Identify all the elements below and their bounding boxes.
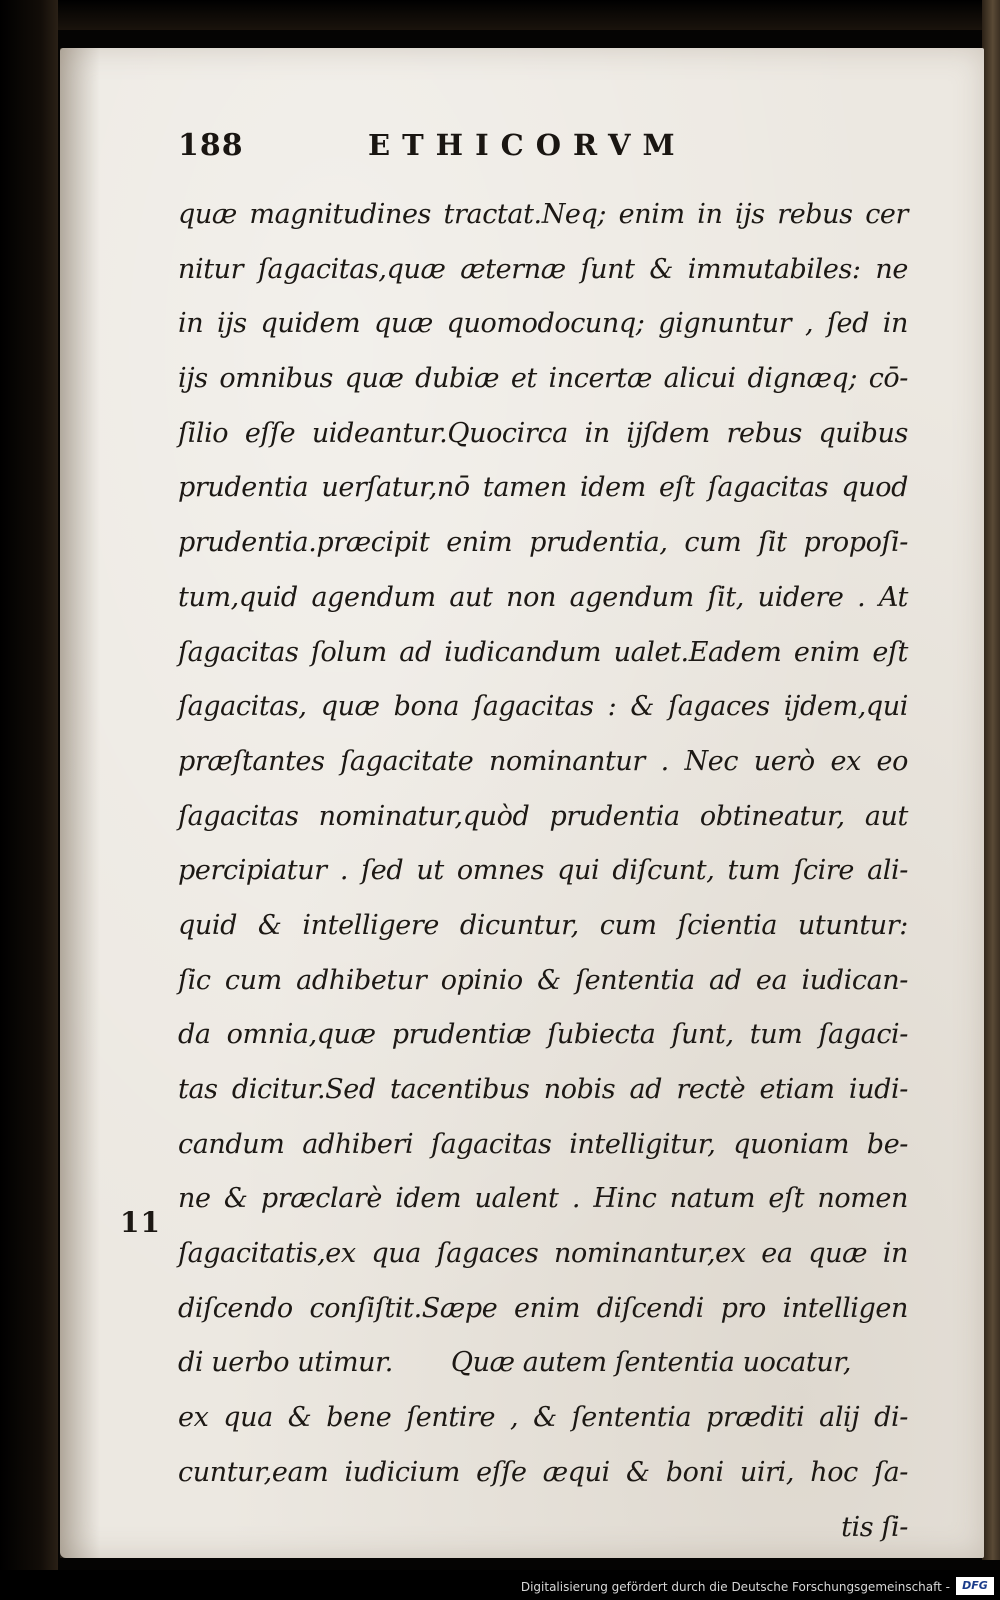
scan-top-edge bbox=[0, 0, 1000, 30]
text-line: in ijs quidem quæ quomodocunq; gignuntur , ſed in bbox=[178, 308, 908, 340]
text-line: tas dicitur.Sed tacentibus nobis ad rectè etiam iudi- bbox=[178, 1074, 908, 1105]
text-line: quid & intelligere dicuntur, cum ſcientia utuntur: bbox=[178, 909, 908, 941]
text-segment: di uerbo utimur. bbox=[178, 1347, 393, 1379]
running-title: ETHICORVM bbox=[368, 128, 687, 162]
text-line: candum adhiberi ſagacitas intelligitur, quoniam be- bbox=[178, 1128, 908, 1160]
book-edge-right bbox=[982, 0, 1000, 1560]
text-line: præſtantes ſagacitate nominantur . Nec uerò ex eo bbox=[178, 745, 908, 777]
page-number: 188 bbox=[178, 128, 244, 163]
text-line: quæ magnitudines tractat.Neq; enim in ijs rebus cer bbox=[178, 199, 908, 230]
text-line: ne & præclarè idem ualent . Hinc natum eſt nomen bbox=[178, 1183, 908, 1215]
text-segment: Quæ autem ſententia uocatur, bbox=[450, 1347, 852, 1379]
text-line: cuntur,eam iudicium eſſe æqui & boni uiri, hoc ſa- bbox=[178, 1456, 908, 1488]
page-header bbox=[178, 128, 778, 178]
text-line: prudentia.præcipit enim prudentia, cum ſit propoſi- bbox=[178, 527, 908, 559]
text-line: ſilio eſſe uideantur.Quocirca in ijſdem rebus quibus bbox=[178, 417, 908, 449]
text-line: nitur ſagacitas,quæ æternæ ſunt & immutabiles: ne bbox=[178, 253, 908, 285]
text-line: da omnia,quæ prudentiæ ſubiecta ſunt, tum ſagaci- bbox=[178, 1019, 908, 1051]
body-text bbox=[178, 188, 908, 1555]
text-line: ſagacitas, quæ bona ſagacitas : & ſagaces ijdem,qui bbox=[178, 691, 908, 723]
catchword: tis ſi- bbox=[841, 1511, 908, 1543]
dfg-logo: DFG bbox=[956, 1577, 994, 1595]
text-line: diſcendo conſiſtit.Sæpe enim diſcendi pro intelligen bbox=[178, 1292, 908, 1324]
margin-note: 11 bbox=[120, 1206, 161, 1239]
text-line: ſic cum adhibetur opinio & ſententia ad ea iudican- bbox=[178, 964, 908, 996]
text-line: ſagacitatis,ex qua ſagaces nominantur,ex ea quæ in bbox=[178, 1238, 908, 1270]
text-line: percipiatur . ſed ut omnes qui diſcunt, tum ſcire ali- bbox=[178, 855, 908, 887]
text-line: ſagacitas nominatur,quòd prudentia obtineatur, aut bbox=[178, 800, 908, 832]
text-line: tum,quid agendum aut non agendum ſit, uidere . At bbox=[178, 581, 908, 613]
spine-shadow bbox=[60, 48, 100, 1558]
text-line: ijs omnibus quæ dubiæ et incertæ alicui dignæq; cō- bbox=[178, 363, 908, 395]
text-line: ſagacitas ſolum ad iudicandum ualet.Eadem enim eſt bbox=[178, 636, 908, 668]
text-line: prudentia uerſatur,nō tamen idem eſt ſagacitas quod bbox=[178, 472, 908, 504]
digitization-footer bbox=[0, 1570, 1000, 1600]
text-line: ex qua & bene ſentire , & ſententia præditi alij di- bbox=[178, 1402, 908, 1434]
text-line bbox=[178, 1336, 908, 1391]
footer-credit: Digitalisierung gefördert durch die Deutsche Forschungsgemeinschaft - bbox=[520, 1580, 950, 1594]
scan-left-edge bbox=[0, 0, 58, 1600]
